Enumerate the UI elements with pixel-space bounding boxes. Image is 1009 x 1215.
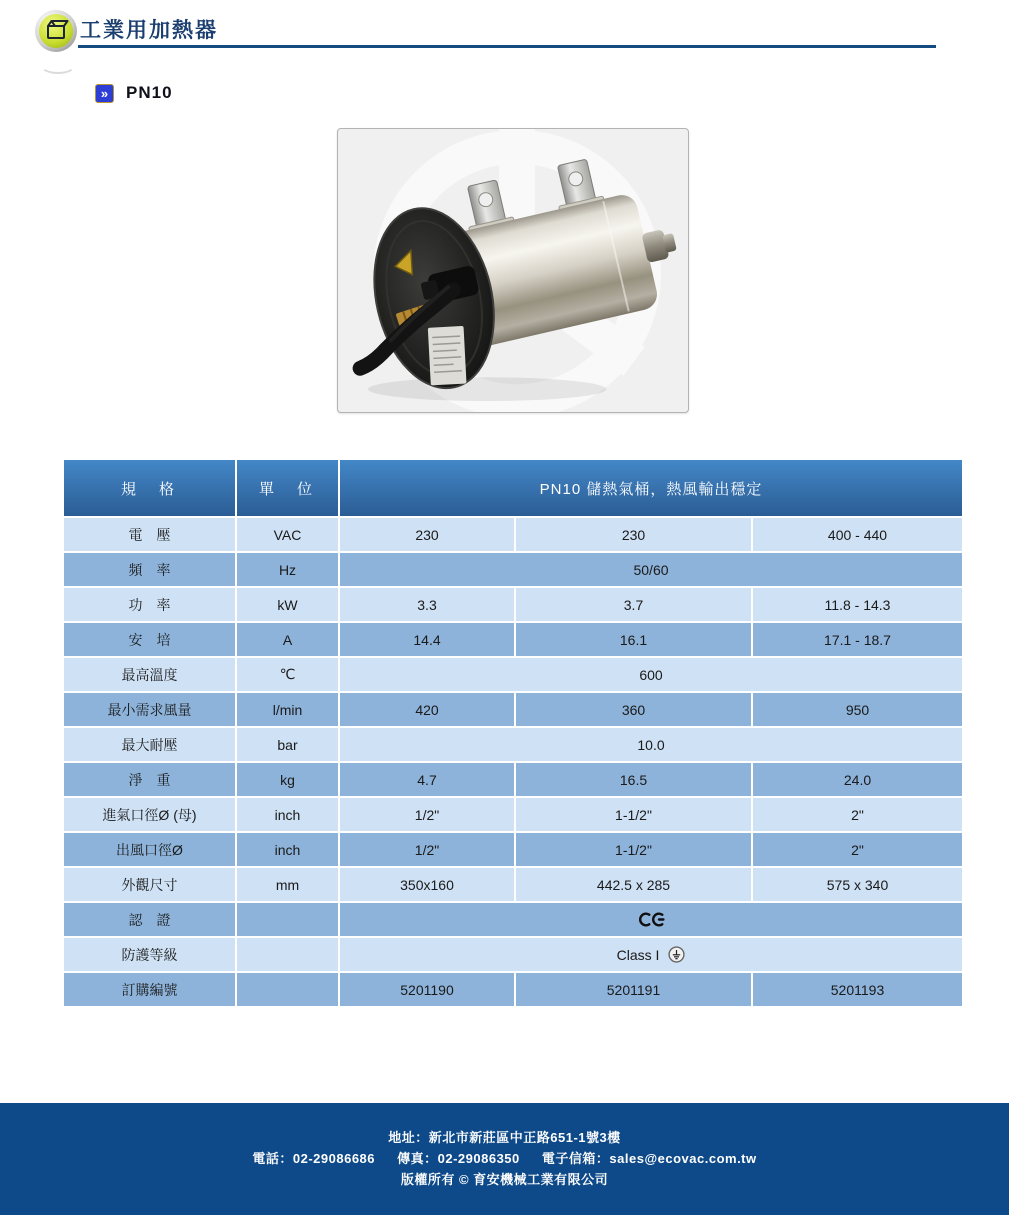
unit-cell: Hz [236,552,339,587]
spec-row [63,727,963,762]
spec-row [63,972,963,1007]
value-cell: 230 [515,517,752,552]
value-cell: 11.8 - 14.3 [752,587,963,622]
value-cell: 1-1/2" [515,797,752,832]
footer-phone: 電話：02-29086686 [252,1151,376,1166]
product-name: PN10 [126,83,173,102]
spec-row [63,657,963,692]
page-title: 工業用加熱器 [80,19,218,42]
value-cell: 400 - 440 [752,517,963,552]
spec-label-cell: 最大耐壓 [63,727,236,762]
value-cell: 950 [752,692,963,727]
product-label-sticker [428,326,467,385]
spec-label-cell: 訂購編號 [63,972,236,1007]
spec-label-cell: 功 率 [63,587,236,622]
spec-label-cell: 出風口徑Ø [63,832,236,867]
value-cell: 2" [752,832,963,867]
site-footer [0,1103,1009,1215]
protection-class-text: Class I [616,947,660,963]
footer-copyright: 版權所有 © 育安機械工業有限公司 [400,1172,609,1187]
unit-cell: mm [236,867,339,902]
spec-row [63,797,963,832]
spec-table-header-row [63,459,963,517]
spec-label-cell: 最高溫度 [63,657,236,692]
col-header-spec: 規 格 [63,459,236,517]
value-cell: 5201191 [515,972,752,1007]
spec-row [63,552,963,587]
unit-cell: bar [236,727,339,762]
footer-email [542,1151,757,1166]
value-span-cell: 600 [339,657,963,692]
spec-row [63,622,963,657]
unit-cell [236,902,339,937]
value-cell: 17.1 - 18.7 [752,622,963,657]
spec-label-cell: 頻 率 [63,552,236,587]
unit-cell: l/min [236,692,339,727]
spec-label-cell: 認 證 [63,902,236,937]
spec-label-cell: 外觀尺寸 [63,867,236,902]
value-cell: 1-1/2" [515,832,752,867]
stainless-steel-heater-tank-photo [338,129,688,412]
value-cell: 442.5 x 285 [515,867,752,902]
unit-cell: kg [236,762,339,797]
value-cell: 3.7 [515,587,752,622]
title-divider [78,45,936,48]
ce-mark-icon [638,912,665,927]
spec-row [63,832,963,867]
spec-row [63,867,963,902]
double-chevron-icon [95,84,114,103]
spec-row [63,762,963,797]
spec-row [63,937,963,972]
value-span-cell [339,902,963,937]
box-icon [34,9,78,53]
value-cell: 350x160 [339,867,515,902]
spec-label-cell: 進氣口徑Ø (母) [63,797,236,832]
unit-cell [236,972,339,1007]
value-cell: 2" [752,797,963,832]
email-link[interactable]: sales@ecovac.com.tw [609,1151,757,1166]
value-cell: 16.5 [515,762,752,797]
footer-email-label: 電子信箱： [541,1151,610,1166]
value-span-cell: 10.0 [339,727,963,762]
chevron-glyph: » [100,85,109,101]
value-cell: 14.4 [339,622,515,657]
spec-table-body [63,517,963,1007]
value-cell: 230 [339,517,515,552]
product-image [337,128,689,413]
spec-label-cell: 安 培 [63,622,236,657]
spec-table [62,458,964,1008]
value-cell: 1/2" [339,797,515,832]
value-span-cell [339,937,963,972]
spec-label-cell: 淨 重 [63,762,236,797]
unit-cell: A [236,622,339,657]
unit-cell: kW [236,587,339,622]
footer-address: 地址：新北市新莊區中正路651-1號3樓 [388,1130,621,1145]
unit-cell: ℃ [236,657,339,692]
spec-label-cell: 防護等級 [63,937,236,972]
value-cell: 1/2" [339,832,515,867]
value-cell: 3.3 [339,587,515,622]
value-cell: 360 [515,692,752,727]
unit-cell: inch [236,832,339,867]
spec-row [63,902,963,937]
unit-cell [236,937,339,972]
col-header-unit: 單 位 [236,459,339,517]
footer-fax: 傳真：02-29086350 [397,1151,520,1166]
value-cell: 5201190 [339,972,515,1007]
value-span-cell: 50/60 [339,552,963,587]
product-heading [95,83,173,103]
spec-row [63,517,963,552]
value-cell: 24.0 [752,762,963,797]
app-logo [34,9,78,53]
spec-label-cell: 電 壓 [63,517,236,552]
value-cell: 575 x 340 [752,867,963,902]
unit-cell: VAC [236,517,339,552]
spec-row [63,692,963,727]
value-cell: 5201193 [752,972,963,1007]
ground-class1-icon [668,946,685,963]
value-cell: 16.1 [515,622,752,657]
col-header-description: PN10 儲熱氣桶，熱風輸出穩定 [339,459,963,517]
value-cell: 420 [339,692,515,727]
unit-cell: inch [236,797,339,832]
value-cell: 4.7 [339,762,515,797]
footer-contact-line [0,1148,1009,1169]
spec-label-cell: 最小需求風量 [63,692,236,727]
spec-row [63,587,963,622]
logo-reflection [40,56,76,74]
